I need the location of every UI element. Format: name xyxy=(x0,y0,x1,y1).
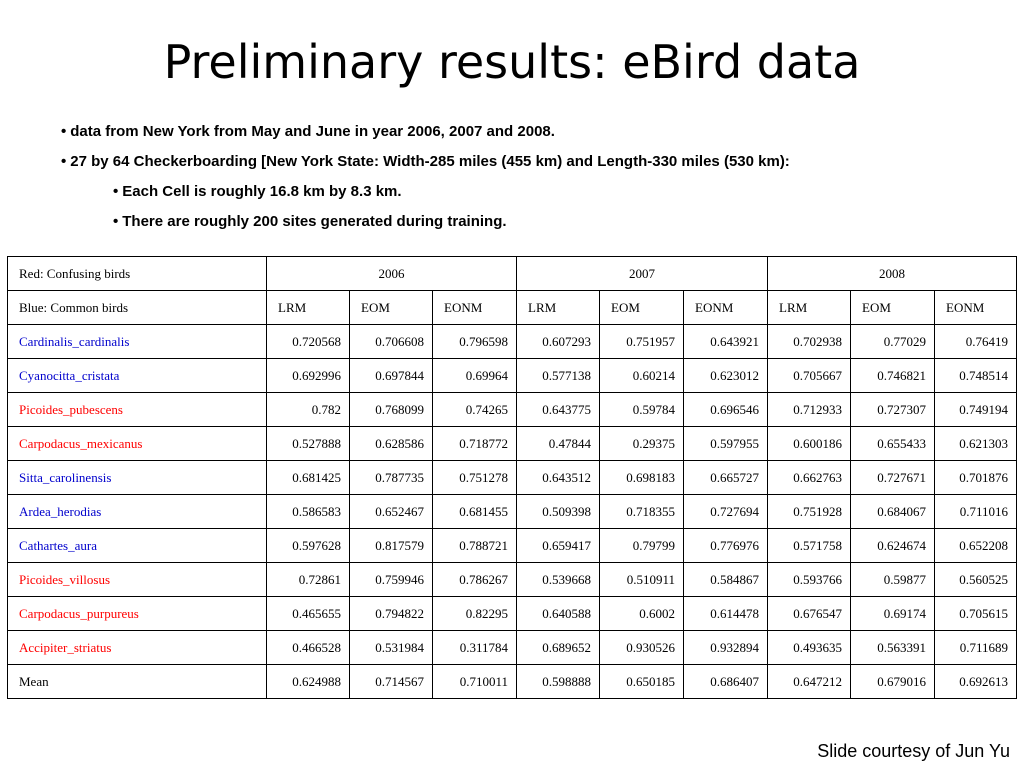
value-cell: 0.727671 xyxy=(851,461,935,495)
table-row xyxy=(8,631,1017,665)
species-name-cell: Picoides_pubescens xyxy=(8,393,267,427)
value-cell: 0.710011 xyxy=(433,665,517,699)
method-header: LRM xyxy=(768,291,851,325)
value-cell: 0.681455 xyxy=(433,495,517,529)
value-cell: 0.684067 xyxy=(851,495,935,529)
method-header: EONM xyxy=(935,291,1017,325)
value-cell: 0.665727 xyxy=(684,461,768,495)
value-cell: 0.650185 xyxy=(600,665,684,699)
table-row xyxy=(8,665,1017,699)
value-cell: 0.652467 xyxy=(350,495,433,529)
table-row xyxy=(8,427,1017,461)
value-cell: 0.768099 xyxy=(350,393,433,427)
value-cell: 0.697844 xyxy=(350,359,433,393)
value-cell: 0.787735 xyxy=(350,461,433,495)
value-cell: 0.676547 xyxy=(768,597,851,631)
table-row xyxy=(8,495,1017,529)
value-cell: 0.59877 xyxy=(851,563,935,597)
bullet-text: 27 by 64 Checkerboarding [New York State: Width-285 miles (455 km) and Length-330 miles (530 km): xyxy=(70,153,790,170)
table-row xyxy=(8,461,1017,495)
table-row xyxy=(8,325,1017,359)
value-cell: 0.82295 xyxy=(433,597,517,631)
value-cell: 0.746821 xyxy=(851,359,935,393)
table-row xyxy=(8,563,1017,597)
species-name-cell: Cathartes_aura xyxy=(8,529,267,563)
slide-title: Preliminary results: eBird data xyxy=(163,35,861,89)
method-header: LRM xyxy=(267,291,350,325)
bullet-glyph: • xyxy=(61,123,67,140)
value-cell: 0.621303 xyxy=(935,427,1017,461)
value-cell: 0.689652 xyxy=(517,631,600,665)
legend-common-birds: Blue: Common birds xyxy=(8,291,267,325)
bullet-list xyxy=(61,121,790,241)
value-cell: 0.748514 xyxy=(935,359,1017,393)
value-cell: 0.79799 xyxy=(600,529,684,563)
value-cell: 0.817579 xyxy=(350,529,433,563)
bullet-glyph: • xyxy=(113,183,119,200)
value-cell: 0.681425 xyxy=(267,461,350,495)
species-name-cell: Sitta_carolinensis xyxy=(8,461,267,495)
value-cell: 0.628586 xyxy=(350,427,433,461)
bullet-text: There are roughly 200 sites generated during training. xyxy=(122,213,507,230)
year-header-2006: 2006 xyxy=(267,257,517,291)
value-cell: 0.718772 xyxy=(433,427,517,461)
value-cell: 0.659417 xyxy=(517,529,600,563)
species-name-cell: Carpodacus_mexicanus xyxy=(8,427,267,461)
results-table xyxy=(7,256,1017,699)
value-cell: 0.77029 xyxy=(851,325,935,359)
species-name-cell: Carpodacus_purpureus xyxy=(8,597,267,631)
value-cell: 0.623012 xyxy=(684,359,768,393)
value-cell: 0.509398 xyxy=(517,495,600,529)
bullet-glyph: • xyxy=(61,153,67,170)
value-cell: 0.493635 xyxy=(768,631,851,665)
value-cell: 0.652208 xyxy=(935,529,1017,563)
value-cell: 0.759946 xyxy=(350,563,433,597)
method-header: EONM xyxy=(433,291,517,325)
value-cell: 0.720568 xyxy=(267,325,350,359)
bullet-text: Each Cell is roughly 16.8 km by 8.3 km. xyxy=(122,183,402,200)
value-cell: 0.69964 xyxy=(433,359,517,393)
method-header: EOM xyxy=(600,291,684,325)
species-name-cell: Cardinalis_cardinalis xyxy=(8,325,267,359)
bullet-text: data from New York from May and June in year 2006, 2007 and 2008. xyxy=(70,123,555,140)
value-cell: 0.311784 xyxy=(433,631,517,665)
value-cell: 0.782 xyxy=(267,393,350,427)
table-row xyxy=(8,359,1017,393)
value-cell: 0.776976 xyxy=(684,529,768,563)
value-cell: 0.751278 xyxy=(433,461,517,495)
value-cell: 0.624674 xyxy=(851,529,935,563)
value-cell: 0.702938 xyxy=(768,325,851,359)
year-header-2008: 2008 xyxy=(768,257,1017,291)
value-cell: 0.749194 xyxy=(935,393,1017,427)
value-cell: 0.647212 xyxy=(768,665,851,699)
value-cell: 0.714567 xyxy=(350,665,433,699)
value-cell: 0.643512 xyxy=(517,461,600,495)
value-cell: 0.466528 xyxy=(267,631,350,665)
value-cell: 0.598888 xyxy=(517,665,600,699)
value-cell: 0.614478 xyxy=(684,597,768,631)
value-cell: 0.796598 xyxy=(433,325,517,359)
value-cell: 0.705667 xyxy=(768,359,851,393)
value-cell: 0.577138 xyxy=(517,359,600,393)
value-cell: 0.47844 xyxy=(517,427,600,461)
value-cell: 0.705615 xyxy=(935,597,1017,631)
value-cell: 0.584867 xyxy=(684,563,768,597)
value-cell: 0.640588 xyxy=(517,597,600,631)
value-cell: 0.698183 xyxy=(600,461,684,495)
table-row xyxy=(8,597,1017,631)
value-cell: 0.930526 xyxy=(600,631,684,665)
method-header: EOM xyxy=(851,291,935,325)
value-cell: 0.527888 xyxy=(267,427,350,461)
value-cell: 0.655433 xyxy=(851,427,935,461)
value-cell: 0.607293 xyxy=(517,325,600,359)
bullet-glyph: • xyxy=(113,213,119,230)
species-name-cell: Mean xyxy=(8,665,267,699)
value-cell: 0.727307 xyxy=(851,393,935,427)
value-cell: 0.662763 xyxy=(768,461,851,495)
value-cell: 0.692613 xyxy=(935,665,1017,699)
value-cell: 0.510911 xyxy=(600,563,684,597)
value-cell: 0.74265 xyxy=(433,393,517,427)
sub-bullet-item xyxy=(61,181,790,211)
species-name-cell: Ardea_herodias xyxy=(8,495,267,529)
value-cell: 0.571758 xyxy=(768,529,851,563)
method-header: LRM xyxy=(517,291,600,325)
value-cell: 0.59784 xyxy=(600,393,684,427)
value-cell: 0.788721 xyxy=(433,529,517,563)
value-cell: 0.643775 xyxy=(517,393,600,427)
value-cell: 0.560525 xyxy=(935,563,1017,597)
value-cell: 0.69174 xyxy=(851,597,935,631)
value-cell: 0.586583 xyxy=(267,495,350,529)
value-cell: 0.932894 xyxy=(684,631,768,665)
value-cell: 0.593766 xyxy=(768,563,851,597)
bullet-item xyxy=(61,151,790,181)
year-header-2007: 2007 xyxy=(517,257,768,291)
value-cell: 0.72861 xyxy=(267,563,350,597)
value-cell: 0.29375 xyxy=(600,427,684,461)
legend-confusing-birds: Red: Confusing birds xyxy=(8,257,267,291)
method-header: EONM xyxy=(684,291,768,325)
value-cell: 0.76419 xyxy=(935,325,1017,359)
bullet-item xyxy=(61,121,790,151)
species-name-cell: Picoides_villosus xyxy=(8,563,267,597)
value-cell: 0.60214 xyxy=(600,359,684,393)
value-cell: 0.600186 xyxy=(768,427,851,461)
value-cell: 0.696546 xyxy=(684,393,768,427)
value-cell: 0.465655 xyxy=(267,597,350,631)
value-cell: 0.794822 xyxy=(350,597,433,631)
table-row xyxy=(8,393,1017,427)
value-cell: 0.727694 xyxy=(684,495,768,529)
value-cell: 0.531984 xyxy=(350,631,433,665)
value-cell: 0.597955 xyxy=(684,427,768,461)
value-cell: 0.643921 xyxy=(684,325,768,359)
method-header: EOM xyxy=(350,291,433,325)
value-cell: 0.711016 xyxy=(935,495,1017,529)
value-cell: 0.539668 xyxy=(517,563,600,597)
value-cell: 0.718355 xyxy=(600,495,684,529)
table-row xyxy=(8,529,1017,563)
table-header-row-years xyxy=(8,257,1017,291)
value-cell: 0.679016 xyxy=(851,665,935,699)
value-cell: 0.706608 xyxy=(350,325,433,359)
value-cell: 0.701876 xyxy=(935,461,1017,495)
value-cell: 0.624988 xyxy=(267,665,350,699)
sub-bullet-item xyxy=(61,211,790,241)
species-name-cell: Accipiter_striatus xyxy=(8,631,267,665)
value-cell: 0.751957 xyxy=(600,325,684,359)
value-cell: 0.686407 xyxy=(684,665,768,699)
value-cell: 0.692996 xyxy=(267,359,350,393)
slide-credit: Slide courtesy of Jun Yu xyxy=(817,741,1010,761)
value-cell: 0.711689 xyxy=(935,631,1017,665)
value-cell: 0.597628 xyxy=(267,529,350,563)
value-cell: 0.563391 xyxy=(851,631,935,665)
value-cell: 0.751928 xyxy=(768,495,851,529)
species-name-cell: Cyanocitta_cristata xyxy=(8,359,267,393)
table-header-row-methods xyxy=(8,291,1017,325)
value-cell: 0.786267 xyxy=(433,563,517,597)
value-cell: 0.6002 xyxy=(600,597,684,631)
value-cell: 0.712933 xyxy=(768,393,851,427)
